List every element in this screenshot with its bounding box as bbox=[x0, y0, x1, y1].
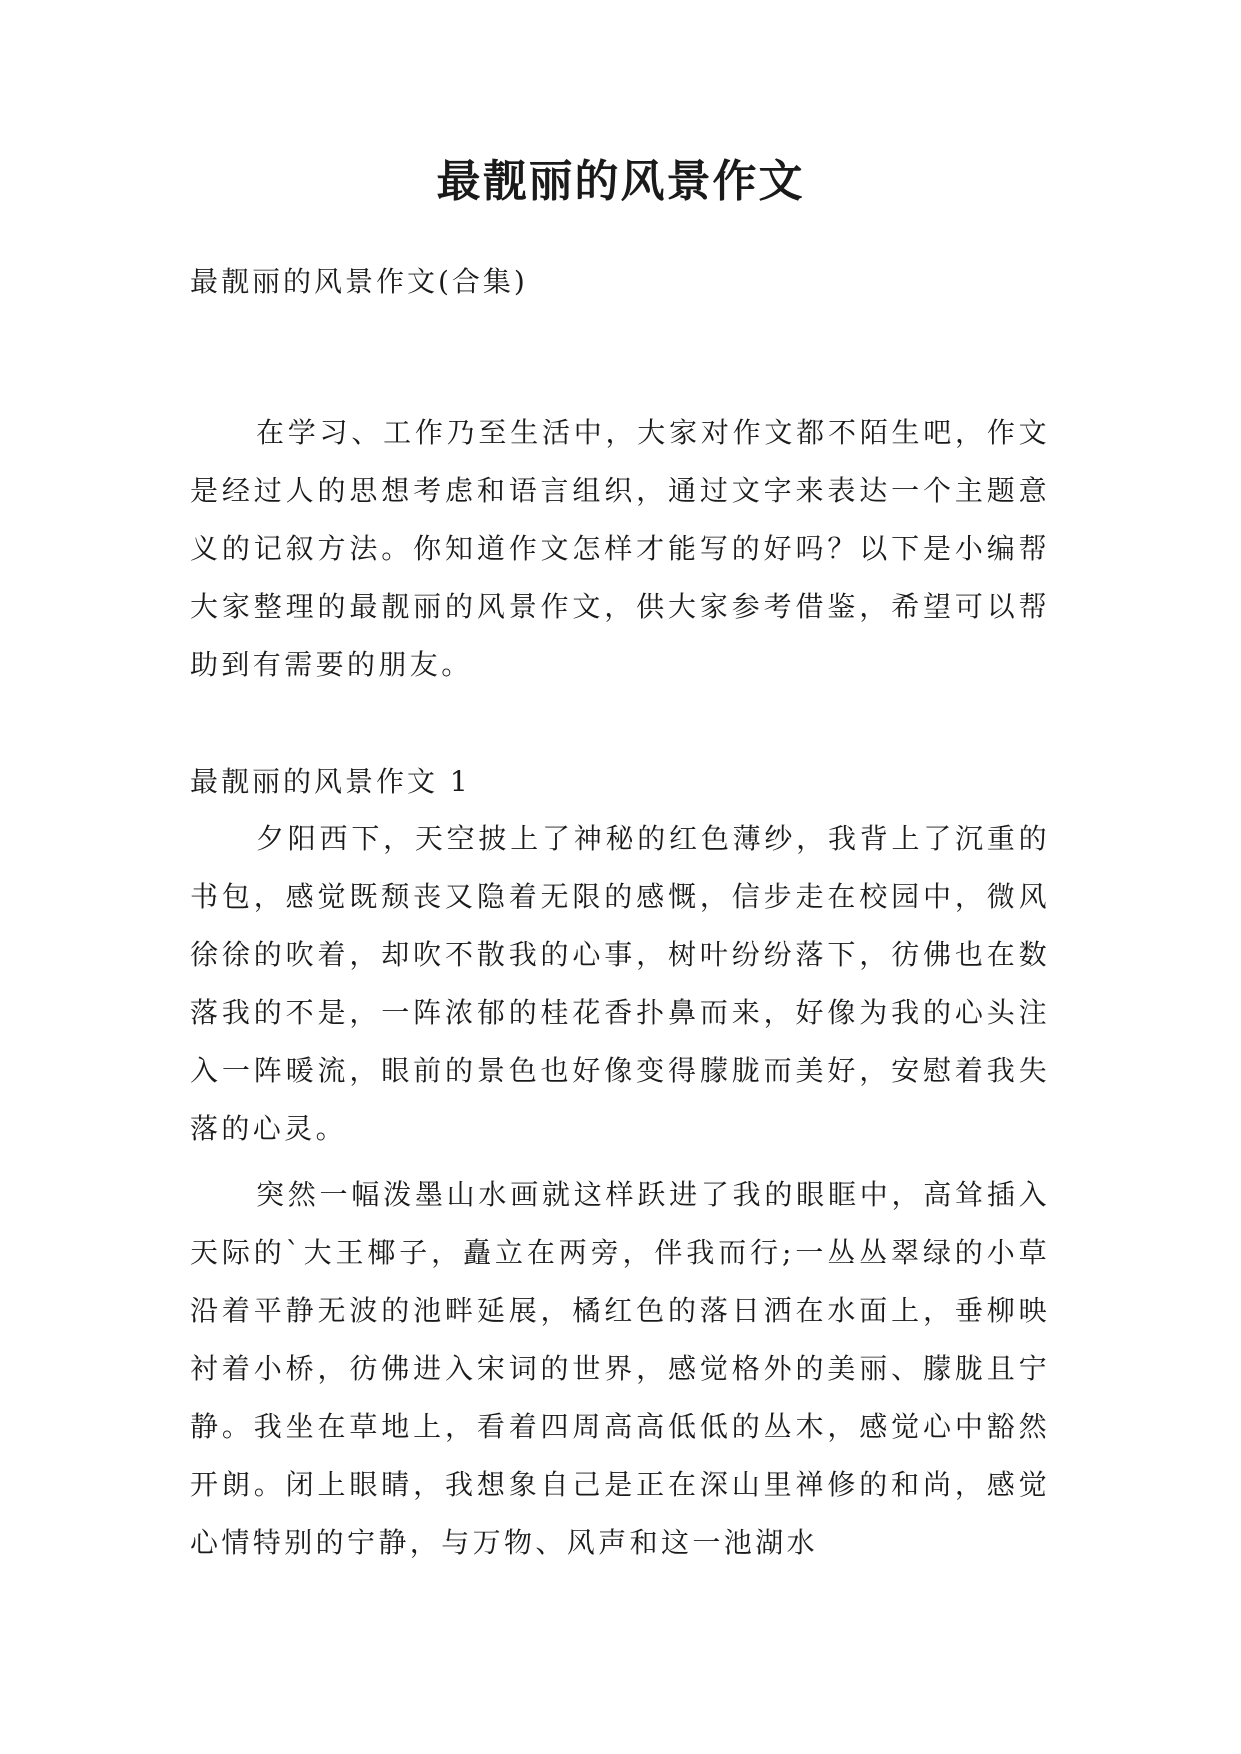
body-paragraph-1: 夕阳西下，天空披上了神秘的红色薄纱，我背上了沉重的书包，感觉既颓丧又隐着无限的感慨，信步走在校园中，微风徐徐的吹着，却吹不散我的心事，树叶纷纷落下，彷佛也在数落我的不是，一阵浓郁的桂花香扑鼻而来，好像为我的心头注入一阵暖流，眼前的景色也好像变得朦胧而美好，安慰着我失落的心灵。 bbox=[190, 822, 1050, 1145]
document-title: 最靓丽的风景作文 bbox=[436, 156, 805, 207]
document-subtitle: 最靓丽的风景作文(合集) bbox=[190, 265, 528, 298]
intro-paragraph: 在学习、工作乃至生活中，大家对作文都不陌生吧，作文是经过人的思想考虑和语言组织，通过文字来表达一个主题意义的记叙方法。你知道作文怎样才能写的好吗？以下是小编帮大家整理的最靓丽的风景作文，供大家参考借鉴，希望可以帮助到有需要的朋友。 bbox=[190, 416, 1050, 681]
section-heading: 最靓丽的风景作文 1 bbox=[190, 765, 471, 798]
body-paragraph-2: 突然一幅泼墨山水画就这样跃进了我的眼眶中，高耸插入天际的`大王椰子，矗立在两旁，伴我而行;一丛丛翠绿的小草沿着平静无波的池畔延展，橘红色的落日洒在水面上，垂柳映衬着小桥，彷佛进入宋词的世界，感觉格外的美丽、朦胧且宁静。我坐在草地上，看着四周高高低低的丛木，感觉心中豁然开朗。闭上眼睛，我想象自己是正在深山里禅修的和尚，感觉心情特别的宁静，与万物、风声和这一池湖水 bbox=[190, 1178, 1050, 1559]
